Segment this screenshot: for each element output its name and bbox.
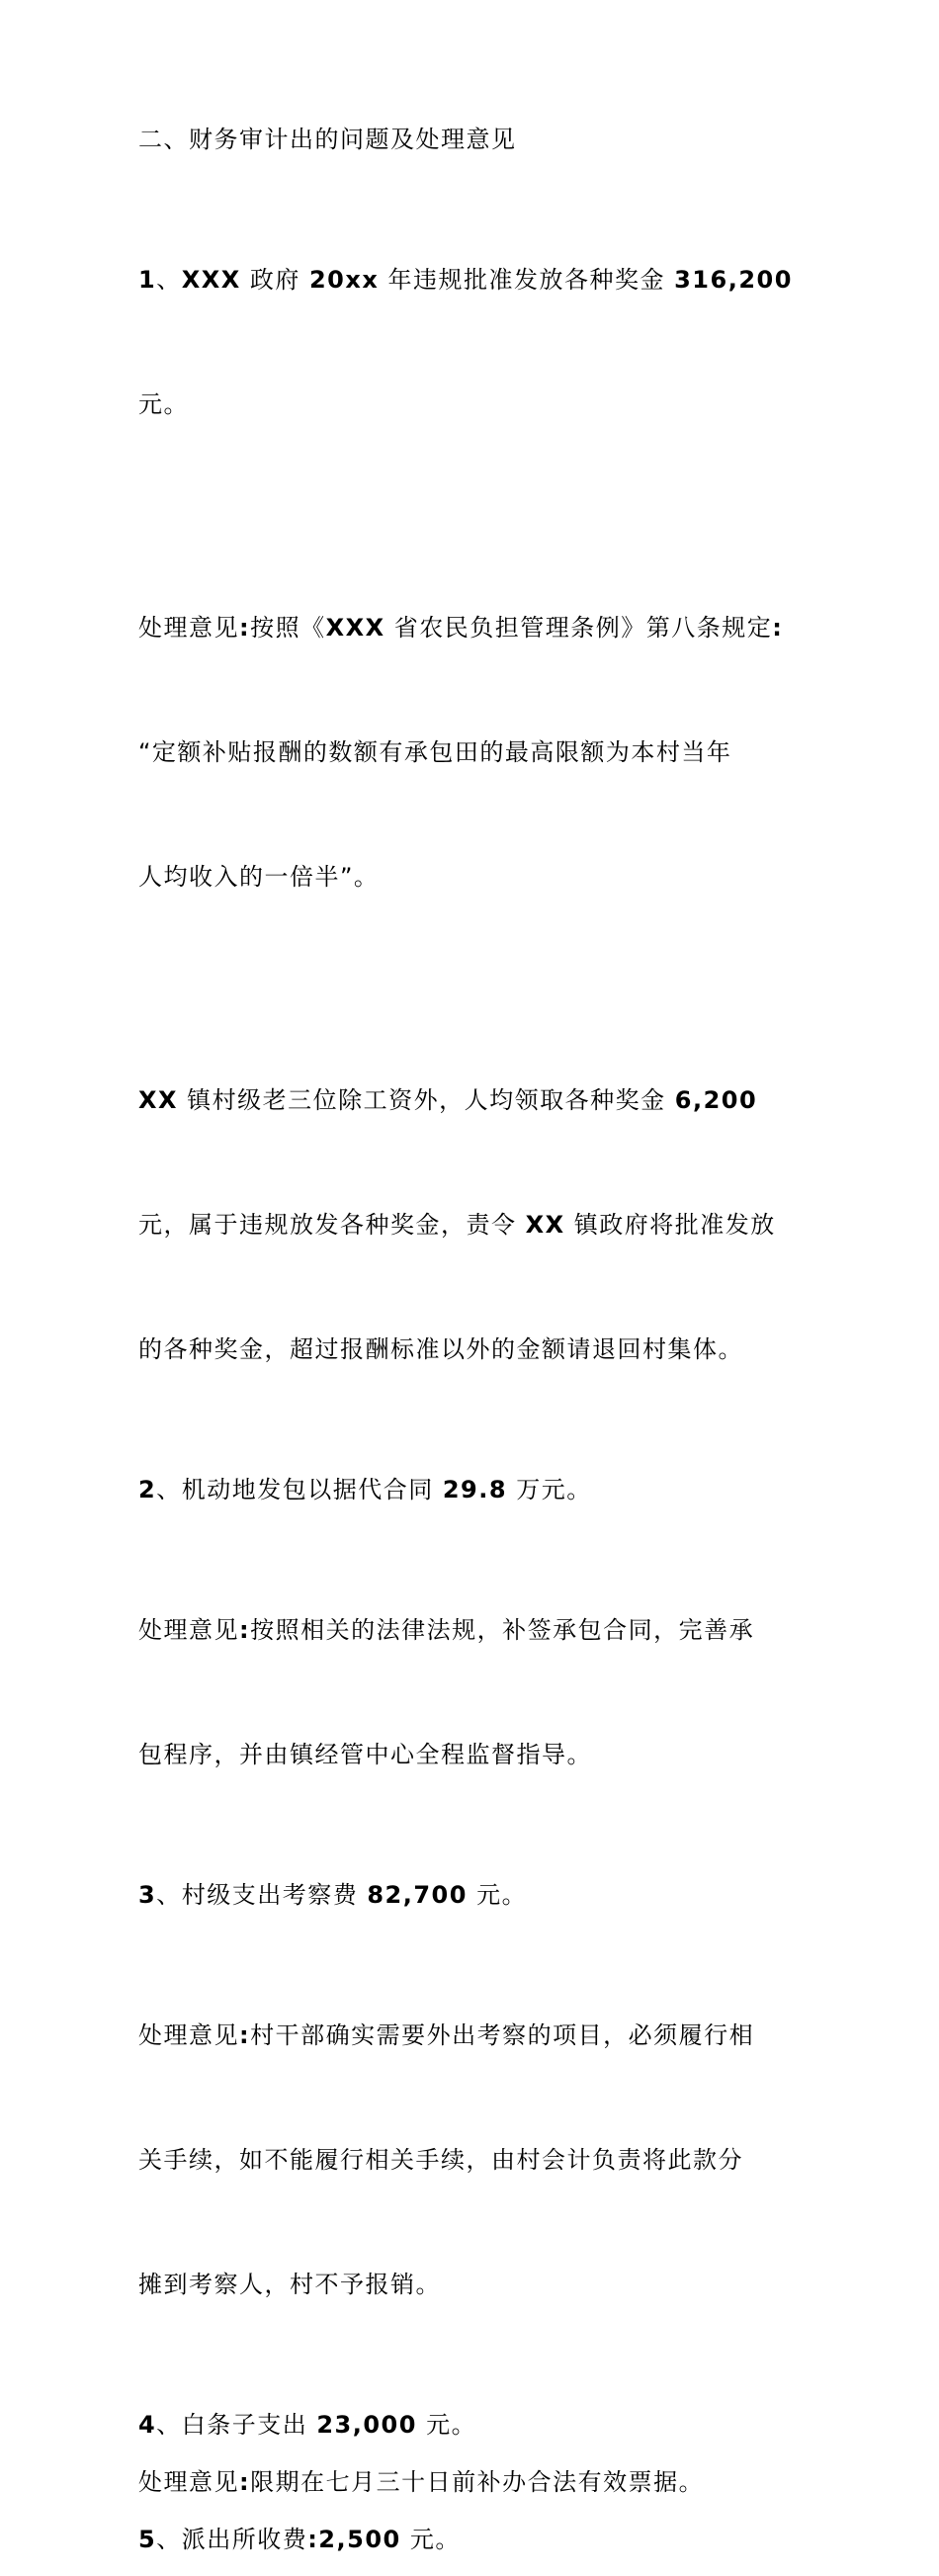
note-1-line-1: XX 镇村级老三位除工资外，人均领取各种奖金 6,200 [138, 1086, 758, 1114]
opinion-2-line-2: 包程序，并由镇经管中心全程监督指导。 [138, 1741, 592, 1768]
item-5: 5、派出所收费:2,500 元。 [138, 2526, 461, 2553]
opinion-3 [138, 1932, 811, 2388]
opinion-4: 处理意见:限期在七月三十日前补办合法有效票据。 [138, 2468, 705, 2496]
document-page [138, 119, 811, 2576]
opinion-1-line-2: “定额补贴报酬的数额有承包田的最高限额为本村当年 [138, 738, 732, 766]
opinion-3-line-1: 处理意见:村干部确实需要外出考察的项目，必须履行相 [138, 2021, 755, 2049]
item-2: 2、机动地发包以据代合同 29.8 万元。 [138, 1476, 592, 1503]
note-1 [138, 996, 811, 1453]
opinion-3-line-2: 关手续，如不能履行相关手续，由村会计负责将此款分 [138, 2146, 743, 2174]
opinion-2 [138, 1526, 811, 1858]
opinion-3-line-3: 摊到考察人，村不予报销。 [138, 2271, 441, 2298]
opinion-2-line-1: 处理意见:按照相关的法律法规，补签承包合同，完善承 [138, 1616, 755, 1644]
item-1-line-2: 元。 [138, 390, 189, 418]
opinion-1-line-1: 处理意见:按照《XXX 省农民负担管理条例》第八条规定: [138, 614, 784, 642]
section-heading: 二、财务审计出的问题及处理意见 [138, 126, 517, 153]
item-1-line-1: 1、XXX 政府 20xx 年违规批准发放各种奖金 316,200 [138, 266, 793, 294]
note-1-line-3: 的各种奖金，超过报酬标准以外的金额请退回村集体。 [138, 1335, 743, 1363]
item-4: 4、白条子支出 23,000 元。 [138, 2411, 477, 2439]
item-1 [138, 176, 811, 508]
opinion-1 [138, 524, 811, 981]
item-3: 3、村级支出考察费 82,700 元。 [138, 1881, 528, 1909]
opinion-1-line-3: 人均收入的一倍半”。 [138, 863, 380, 891]
note-1-line-2: 元，属于违规放发各种奖金，责令 XX 镇政府将批准发放 [138, 1211, 776, 1239]
